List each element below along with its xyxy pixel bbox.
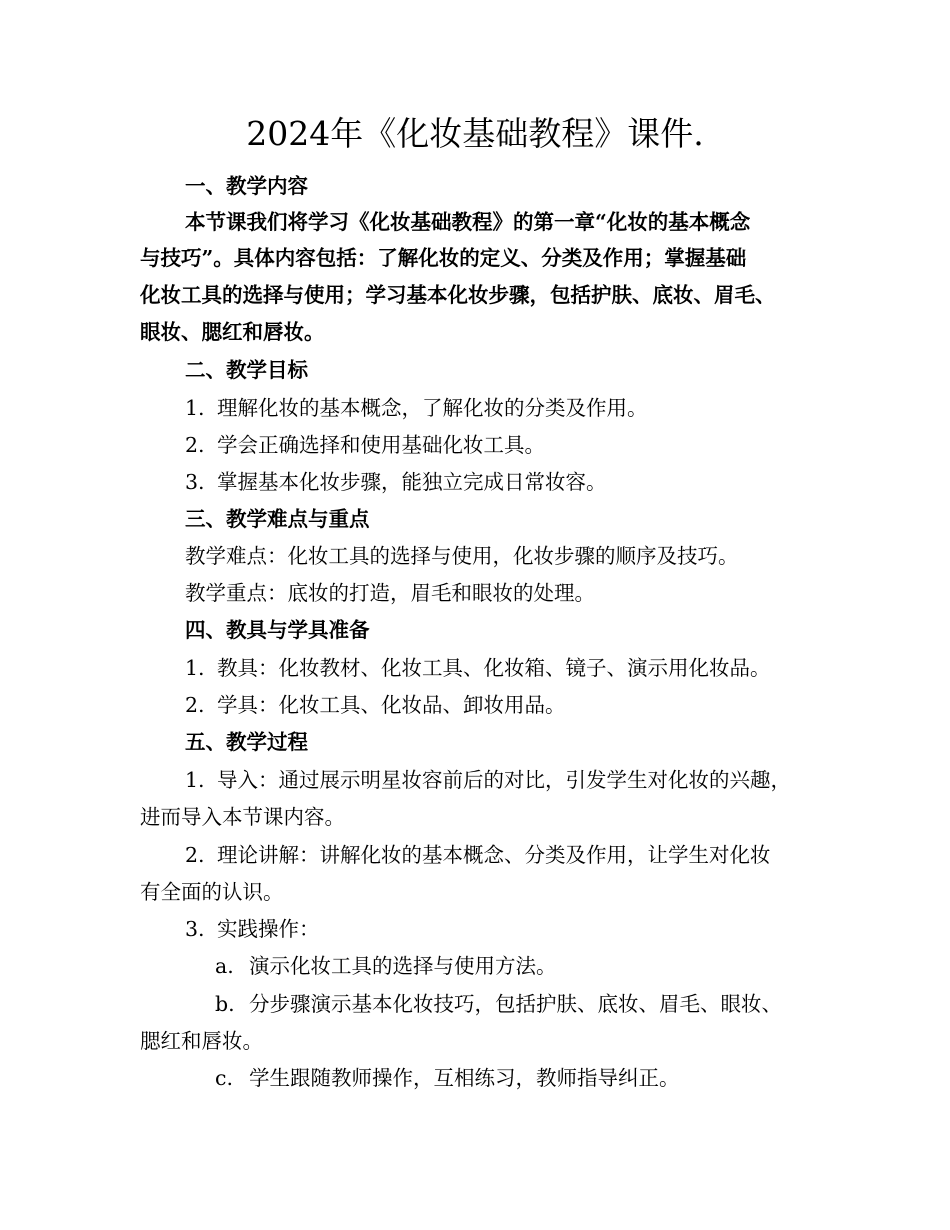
paragraph-line: 本节课我们将学习《化妆基础教程》的第一章“化妆的基本概念 [185, 210, 751, 234]
list-item-text: 教具：化妆教材、化妆工具、化妆箱、镜子、演示用化妆品。 [217, 656, 771, 680]
list-item [185, 654, 771, 682]
paragraph-line: 有全面的认识。 [140, 880, 284, 904]
sub-list-item-letter: b. [215, 992, 235, 1016]
paragraph-line: 进而导入本节课内容。 [140, 805, 345, 829]
section-heading-teaching-aids: 四、教具与学具准备 [185, 618, 370, 642]
sub-list-item-letter: a. [215, 954, 234, 978]
list-item-text: 学会正确选择和使用基础化妆工具。 [217, 433, 545, 457]
paragraph-line: 化妆工具的选择与使用；学习基本化妆步骤，包括护肤、底妆、眉毛、 [140, 283, 776, 307]
list-item-number: 1. [185, 768, 205, 792]
sub-list-item-text: 分步骤演示基本化妆技巧，包括护肤、底妆、眉毛、眼妆、 [249, 992, 782, 1016]
list-item-text: 理论讲解：讲解化妆的基本概念、分类及作用，让学生对化妆 [217, 843, 771, 867]
sub-list-item [215, 952, 557, 980]
list-item-number: 3. [185, 917, 205, 941]
section-heading-teaching-process: 五、教学过程 [185, 730, 308, 754]
list-item-number: 2. [185, 843, 205, 867]
paragraph-line: 腮红和唇妆。 [140, 1029, 263, 1053]
list-item-text: 学具：化妆工具、化妆品、卸妆用品。 [217, 693, 566, 717]
list-item-number: 1. [185, 656, 205, 680]
section-heading-teaching-content: 一、教学内容 [185, 174, 308, 198]
list-item [185, 766, 791, 794]
paragraph-line: 眼妆、腮红和唇妆。 [140, 320, 325, 344]
list-item [185, 468, 607, 496]
paragraph-line: 与技巧”。具体内容包括：了解化妆的定义、分类及作用；掌握基础 [140, 246, 747, 270]
paragraph-line: 教学难点：化妆工具的选择与使用，化妆步骤的顺序及技巧。 [185, 544, 739, 568]
list-item-number: 3. [185, 470, 205, 494]
sub-list-item-letter: c. [215, 1066, 233, 1090]
sub-list-item [215, 1064, 680, 1092]
list-item-text: 理解化妆的基本概念，了解化妆的分类及作用。 [217, 396, 648, 420]
list-item-text: 导入：通过展示明星妆容前后的对比，引发学生对化妆的兴趣， [217, 768, 791, 792]
section-heading-teaching-goals: 二、教学目标 [185, 358, 308, 382]
list-item-number: 2. [185, 433, 205, 457]
list-item-text: 实践操作： [217, 917, 320, 941]
list-item [185, 394, 648, 422]
paragraph-line: 教学重点：底妆的打造，眉毛和眼妆的处理。 [185, 581, 595, 605]
list-item [185, 915, 320, 943]
sub-list-item-text: 演示化妆工具的选择与使用方法。 [249, 954, 557, 978]
sub-list-item-text: 学生跟随教师操作，互相练习，教师指导纠正。 [249, 1066, 680, 1090]
list-item [185, 841, 771, 869]
list-item-number: 1. [185, 396, 205, 420]
list-item [185, 691, 566, 719]
list-item-text: 掌握基本化妆步骤，能独立完成日常妆容。 [217, 470, 607, 494]
section-heading-difficulties-and-key-points: 三、教学难点与重点 [185, 507, 370, 531]
list-item-number: 2. [185, 693, 205, 717]
sub-list-item [215, 990, 782, 1018]
list-item [185, 431, 545, 459]
document-title: 2024年《化妆基础教程》课件. [246, 114, 704, 153]
